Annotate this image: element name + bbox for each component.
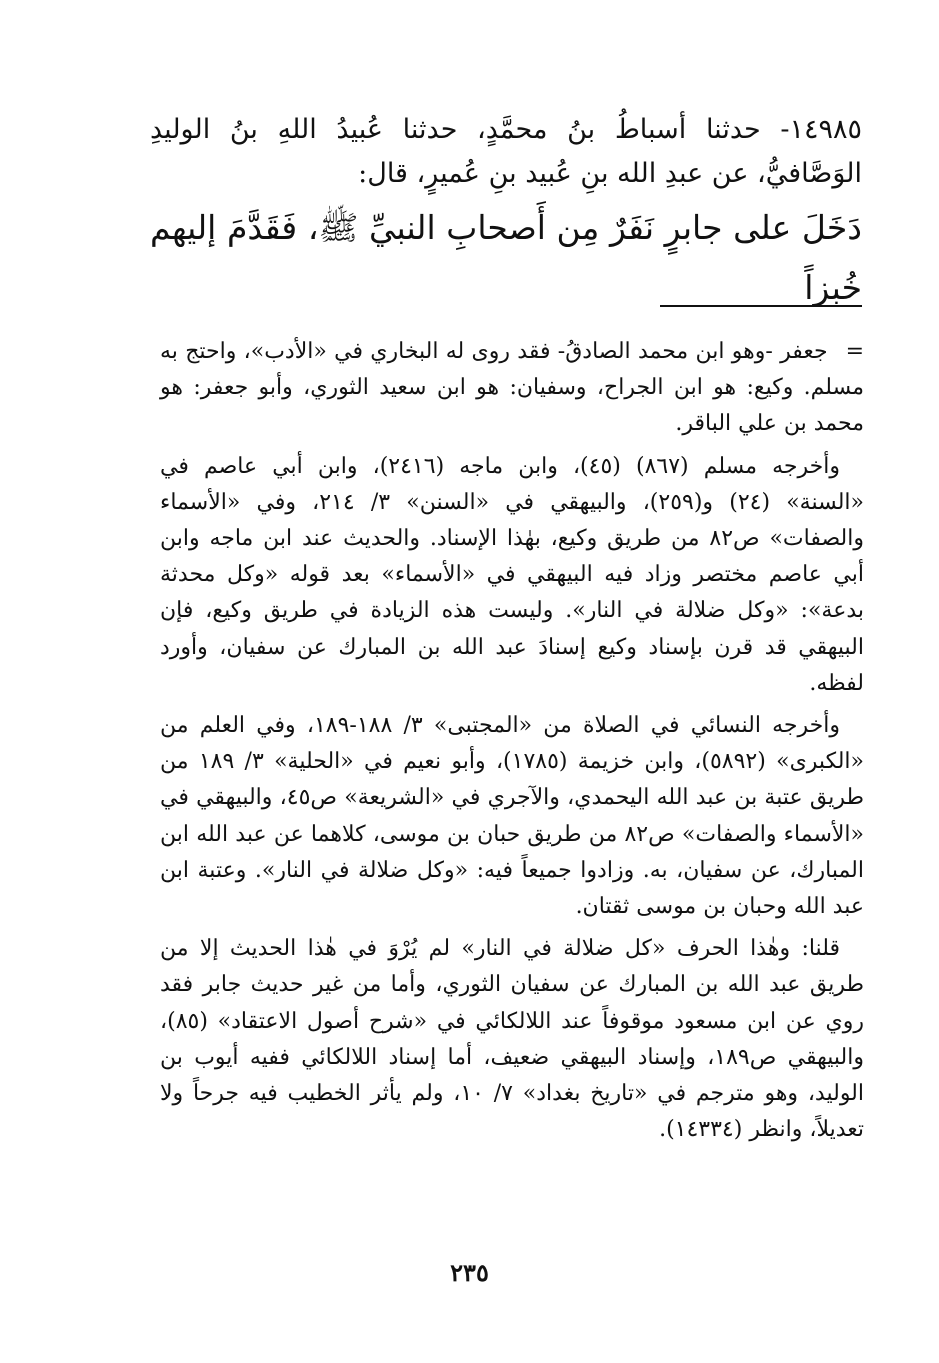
footnote-divider — [660, 305, 862, 307]
footnote-paragraph-3: وأخرجه النسائي في الصلاة من «المجتبى» ٣/ ١٨٨-١٨٩، وفي العلم من «الكبرى» (٥٨٩٢)، وابن خزيمة (١٧٨٥)، وأبو نعيم في «الحلية» ٣/ ١٨٩ من طريق عتبة بن عبد الله اليحمدي، والآجري في «الشريعة» ص٤٥، والبيهقي في «الأسماء والصفات» ص٨٢ من طريق حبان بن موسى، كلاهما عن عبد الله ابن المبارك، عن سفيان، به. وزادوا جميعاً فيه: «وكل ضلالة في النار». وعتبة ابن عبد الله وحبان بن موسى ثقتان. — [160, 713, 864, 920]
footnote-paragraph-1 — [160, 334, 864, 443]
footnote-paragraph-1-text: جعفر -وهو ابن محمد الصادقُ- فقد روى له البخاري في «الأدب»، واحتج به مسلم. وكيع: هو ابن الجراح، وسفيان: هو ابن سعيد الثوري، وأبو جعفر: هو محمد بن علي الباقر. — [160, 339, 864, 437]
page-number: ٢٣٥ — [450, 1258, 489, 1287]
hadith-header: ١٤٩٨٥- حدثنا أسباطُ بنُ محمَّدٍ، حدثنا عُبيدُ اللهِ بنُ الوليدِ الوَصَّافيُّ، عن عبدِ الله بنِ عُبيد بنِ عُميرٍ، قال: — [150, 114, 862, 189]
footnotes-block — [160, 334, 864, 1154]
hadith-block — [150, 108, 862, 318]
footnote-paragraph-2: وأخرجه مسلم (٨٦٧) (٤٥)، وابن ماجه (٢٤١٦)، وابن أبي عاصم في «السنة» (٢٤) و(٢٥٩)، والبيهقي في «السنن» ٣/ ٢١٤، وفي «الأسماء والصفات» ص٨٢ من طريق وكيع، بهٰذا الإسناد. والحديث عند ابن ماجه وابن أبي عاصم مختصر وزاد فيه البيهقي في «الأسماء» بعد قوله «وكل محدثة بدعة»: «وكل ضلالة في النار». وليست هذه الزيادة في طريق وكيع، فإن البيهقي قد قرن بإسناد وكيع إسنادَ عبد الله بن المبارك عن سفيان، وأورد لفظه. — [160, 453, 864, 696]
hadith-text: دَخَلَ على جابرٍ نَفَرٌ مِن أَصحابِ النبيِّ ﷺ، فَقَدَّمَ إليهم خُبزاً — [150, 208, 862, 307]
footnote-paragraph-4: قلنا: وهٰذا الحرف «كل ضلالة في النار» لم يُرْوَ في هٰذا الحديث إلا من طريق عبد الله بن المبارك عن سفيان الثوري، وأما من غير حديث جابر فقد روي عن ابن مسعود موقوفاً عند اللالكائي في «شرح أصول الاعتقاد» (٨٥)، والبيهقي ص١٨٩، وإسناد البيهقي ضعيف، أما إسناد اللالكائي ففيه أيوب بن الوليد، وهو مترجم في «تاريخ بغداد» ٧/ ١٠، ولم يأثر الخطيب فيه جرحاً ولا تعديلاً، وانظر (١٤٣٣٤). — [160, 936, 865, 1143]
continuation-mark: = — [845, 339, 864, 364]
